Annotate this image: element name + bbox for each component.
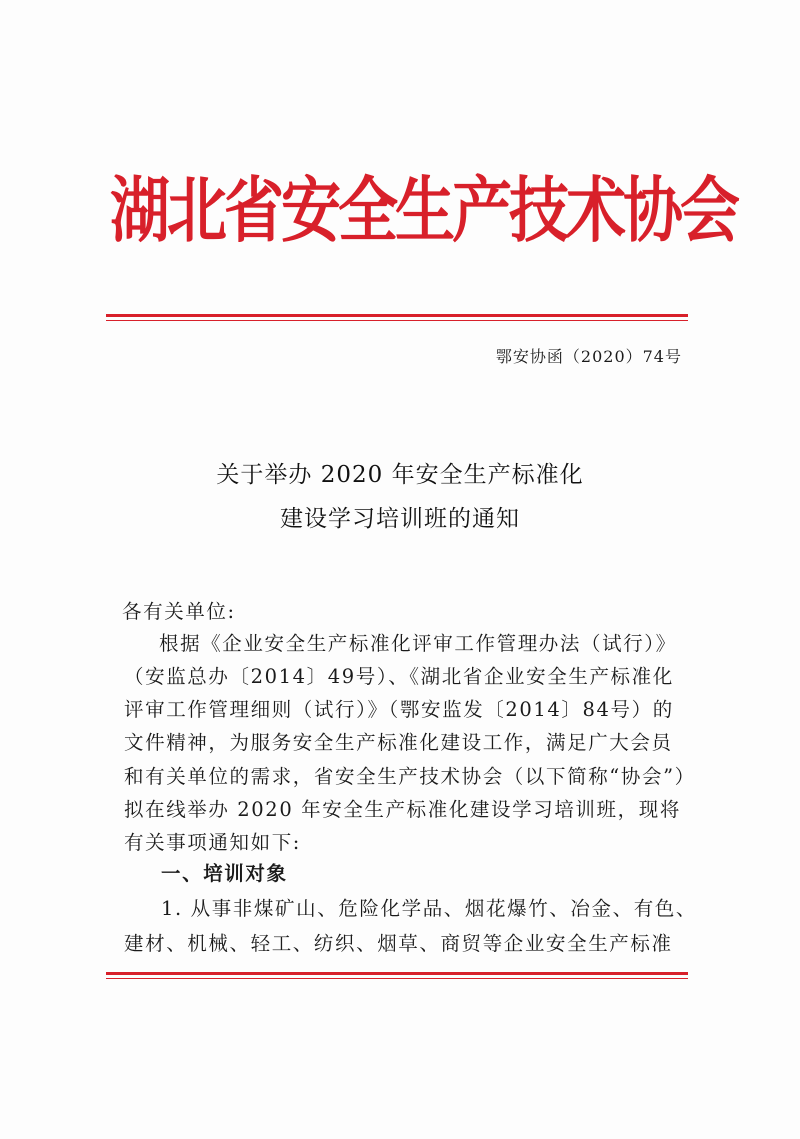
section-heading: 一、培训对象	[161, 862, 288, 885]
item-line: 1. 从事非煤矿山、危险化学品、烟花爆竹、冶金、有色、	[161, 897, 698, 920]
document-title-line-1: 关于举办 2020 年安全生产标准化	[216, 462, 584, 488]
body-line: 和有关单位的需求，省安全生产技术协会（以下简称“协会”）	[124, 765, 696, 788]
body-line: （安监总办〔2014〕49号）、《湖北省企业安全生产标准化	[124, 665, 674, 688]
footer-red-rule-thick	[106, 972, 688, 975]
body-line: 文件精神，为服务安全生产标准化建设工作，满足广大会员	[124, 731, 673, 754]
salutation: 各有关单位:	[122, 600, 236, 623]
document-title-line-2: 建设学习培训班的通知	[280, 506, 520, 532]
document-number: 鄂安协函（2020）74号	[495, 347, 682, 366]
body-line: 评审工作管理细则（试行）》（鄂安监发〔2014〕84号）的	[124, 698, 674, 721]
body-line: 根据《企业安全生产标准化评审工作管理办法（试行）》	[159, 632, 677, 655]
item-line: 建材、机械、轻工、纺织、烟草、商贸等企业安全生产标准	[124, 932, 673, 955]
body-line: 有关事项通知如下:	[124, 831, 301, 854]
body-line: 拟在线举办 2020 年安全生产标准化建设学习培训班，现将	[124, 798, 681, 821]
letterhead-org-name: 湖北省安全生产技术协会	[110, 170, 737, 253]
letterhead-red-rule-thin	[106, 320, 688, 321]
letterhead-red-rule-thick	[106, 314, 688, 317]
footer-red-rule-thin	[106, 978, 688, 979]
